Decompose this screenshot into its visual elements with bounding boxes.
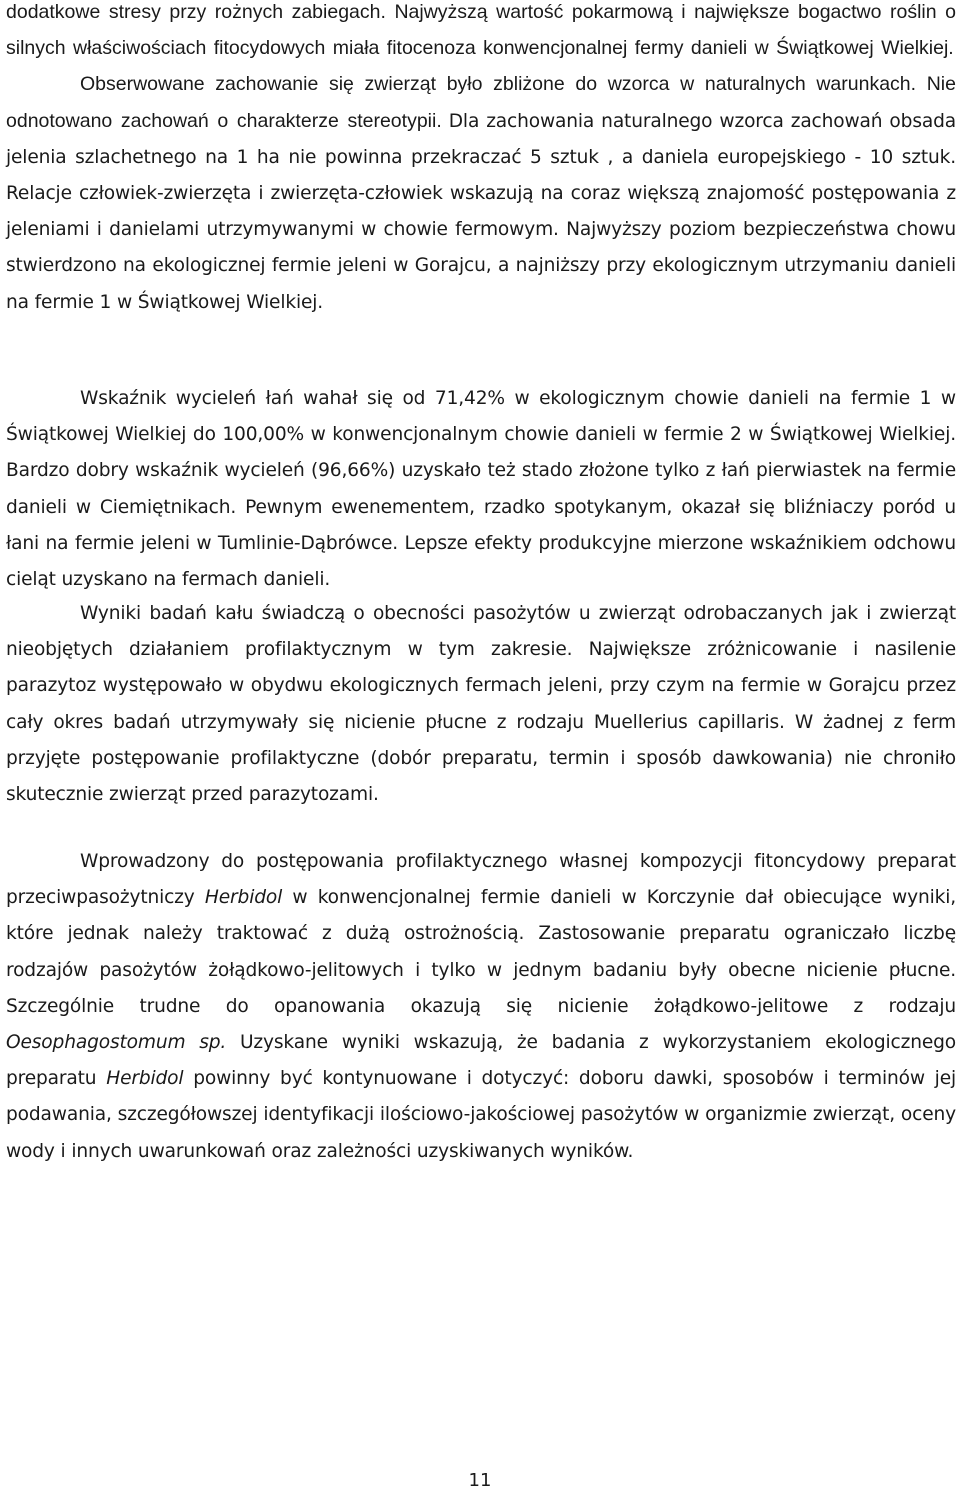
text-run: Wskaźnik wycieleń łań wahał się od 71,42% w ekologicznym chowie danieli na fermie 1 w Świątkowej Wielkiej do 100,00% w konwencjonalnym chowie danieli w fermie 2 w Świątkowej Wielkiej. Bardzo dobry wskaźnik wycieleń (96,66%) uzyskało też stado złożone tylko z łań pierwiastek na fermie danieli w Ciemiętnikach. Pewnym ewenementem, rzadko spotykanym, okazał się bliźniaczy poród u łani na fermie jeleni w Tumlinie-Dąbrówce. Lepsze efekty produkcyjne mierzone wskaźnikiem odchowu cieląt uzyskano na fermach danieli. (6, 388, 956, 591)
text-run: Wprowadzony do postępowania profilaktycznego własnej kompozycji fitoncydowy preparat przeciwpasożytniczy (6, 851, 956, 909)
paragraph-parasites (6, 595, 956, 812)
text-run: Wyniki badań kału świadczą o obecności pasożytów u zwierząt odrobaczanych jak i zwierząt nieobjętych działaniem profilaktycznym w tym zakresie. Największe zróżnicowanie i nasilenie parazytoz występowało w obydwu ekologicznych fermach jeleni, przy czym na fermie w Gorajcu przez cały okres badań utrzymywały się nicienie płucne z rodzaju Muellerius capillaris. W żadnej z ferm przyjęte postępowanie profilaktyczne (dobór preparatu, termin i sposób dawkowania) nie chroniło skutecznie zwierząt przed parazytozami. (6, 603, 956, 806)
text-run: dodatkowe stresy przy rożnych zabiegach. Najwyższą wartość pokarmową i największe bogactwo roślin o silnych właściwościach fitocydowych miała fitocenoza konwencjonalnej fermy danieli w Świątkowej Wielkiej. (6, 1, 956, 60)
paragraph-calving-rate (6, 380, 956, 597)
text-run: Obserwowane zachowanie się zwierząt było zbliżone do wzorca w naturalnych warunkach. Nie odnotowano zachowań o charakterze stereotypii. (6, 73, 956, 132)
text-run-italic: Herbidol (106, 1068, 184, 1090)
text-run: powinny być kontynuowane i dotyczyć: doboru dawki, sposobów i terminów jej podawania, szczegółowszej identyfikacji ilościowo-jakościowej pasożytów w organizmie zwierząt, oceny wody i innych uwarunkowań oraz zależności uzyskiwanych wyników. (6, 1068, 957, 1162)
page-number: 11 (468, 1470, 492, 1491)
text-run: w konwencjonalnej fermie danieli w Korczynie dał obiecujące wyniki, które jednak należy traktować z dużą ostrożnością. Zastosowanie preparatu ograniczało liczbę rodzajów pasożytów żołądkowo-jelitowych i tylko w jednym badaniu były obecne nicienie płucne. Szczególnie trudne do opanowania okazują się nicienie żołądkowo-jelitowe z rodzaju (6, 887, 956, 1017)
paragraph-behavior (6, 0, 956, 320)
text-run-italic: Oesophagostomum sp. (6, 1032, 227, 1054)
text-run: Uzyskane wyniki wskazują, że badania z wykorzystaniem ekologicznego preparatu (6, 1032, 957, 1090)
text-run-italic: Herbidol (204, 887, 283, 909)
text-run: Dla zachowania naturalnego wzorca zachowań obsada jelenia szlachetnego na 1 ha nie powinna przekraczać 5 sztuk , a daniela europejskiego - 10 sztuk. Relacje człowiek-zwierzęta i zwierzęta-człowiek wskazują na coraz większą znajomość postępowania z jeleniami i danielami utrzymywanymi w chowie fermowym. Najwyższy poziom bezpieczeństwa chowu stwierdzono na ekologicznej fermie jeleni w Gorajcu, a najniższy przy ekologicznym utrzymaniu danieli na fermie 1 w Świątkowej Wielkiej. (6, 110, 956, 313)
paragraph-herbidol (6, 843, 956, 1169)
